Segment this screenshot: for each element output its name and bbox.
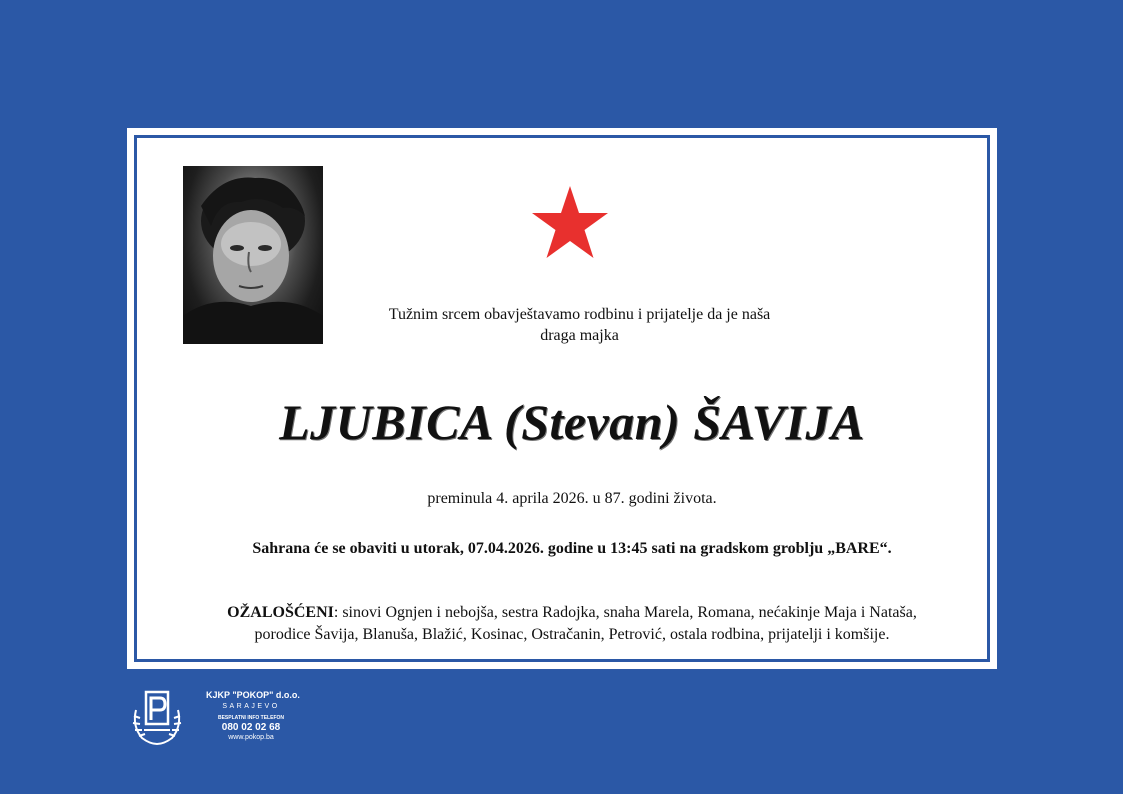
info-phone: 080 02 02 68 xyxy=(221,722,281,733)
red-star-icon xyxy=(532,186,608,258)
mourners-line-1 xyxy=(157,602,987,624)
obituary-card xyxy=(127,128,997,669)
mourners-line-2: porodice Šavija, Blanuša, Blažić, Kosinac, Ostračanin, Petrović, ostala rodbina, prijatelji i komšije. xyxy=(254,626,890,643)
website: www.pokop.ba xyxy=(228,734,274,741)
death-date: preminula 4. aprila 2026. u 87. godini života. xyxy=(427,490,717,507)
deceased-name: LJUBICA (Stevan) ŠAVIJA xyxy=(279,394,865,450)
intro-text xyxy=(287,304,872,346)
mourners-text-1: : sinovi Ognjen i nebojša, sestra Radojka, snaha Marela, Romana, nećakinje Maja i Nataša, xyxy=(333,604,917,621)
company-city: SARAJEVO xyxy=(222,703,280,710)
company-name: KJKP "POKOP" d.o.o. xyxy=(206,690,300,700)
mourners-label: OŽALOŠĆENI xyxy=(227,604,334,621)
funeral-info: Sahrana će se obaviti u utorak, 07.04.2026. godine u 13:45 sati na gradskom groblju „BARE“. xyxy=(252,540,892,557)
intro-line-1: Tužnim srcem obavještavamo rodbinu i prijatelje da je naša xyxy=(388,306,771,323)
mourners xyxy=(157,602,987,646)
pokop-logo xyxy=(128,690,298,750)
pokop-contact xyxy=(206,690,300,742)
info-phone-label: BESPLATNI INFO TELEFON xyxy=(217,715,285,721)
intro-line-2: draga majka xyxy=(540,327,619,344)
card-border xyxy=(134,135,990,662)
pokop-emblem-icon xyxy=(128,690,186,746)
